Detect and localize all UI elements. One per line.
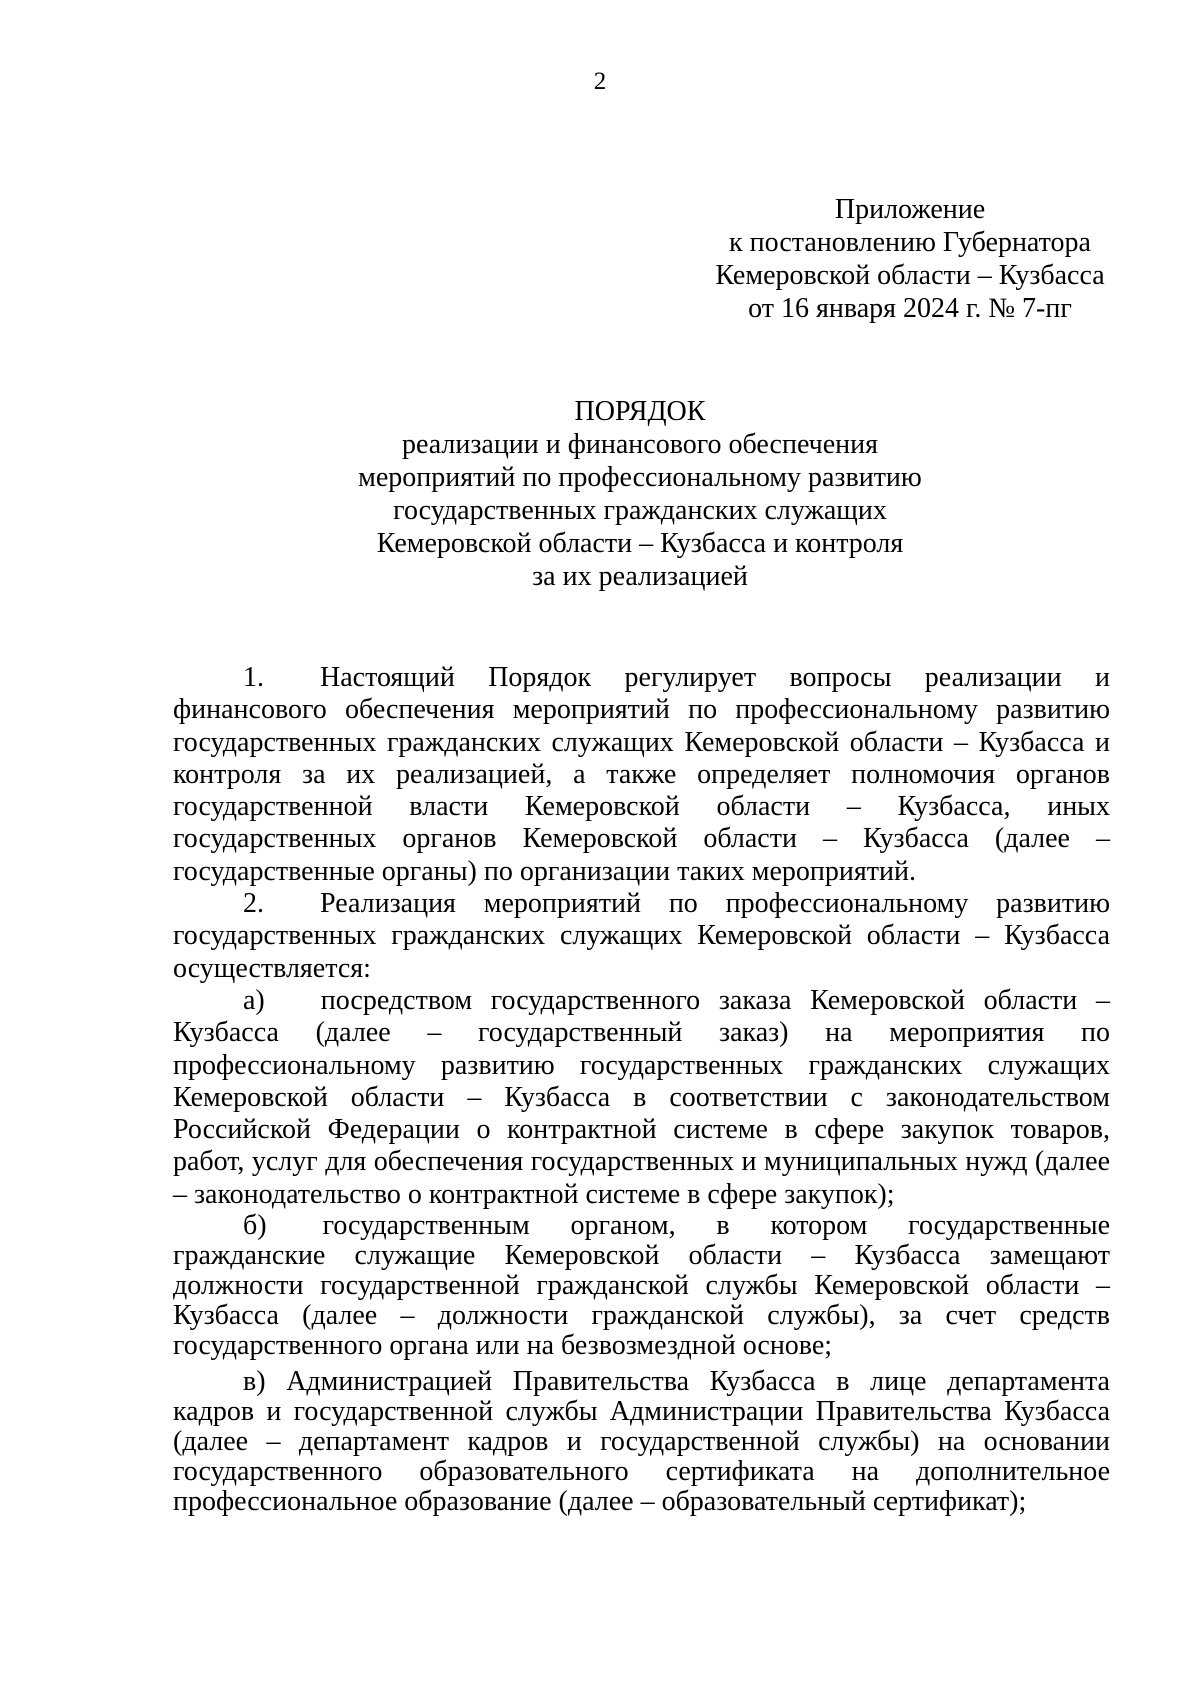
title-line: Кемеровской области – Кузбасса и контроля	[376, 528, 904, 559]
title-heading: ПОРЯДОК	[574, 396, 706, 427]
title-line: мероприятий по профессиональному развитию	[358, 462, 922, 493]
title-line: реализации и финансового обеспечения	[401, 429, 879, 460]
appendix-line: от 16 января 2024 г. № 7-пг	[748, 293, 1072, 324]
appendix-block	[705, 193, 1115, 325]
paragraph-2c: в) Администрацией Правительства Кузбасса в лице департамента кадров и государственной службы Администрации Правительства Кузбасса (далее – департамент кадров и государственной службы) на основании государственного образовательного сертификата на дополнительное профессиональное образование (далее – образовательный сертификат);	[173, 1366, 1110, 1518]
paragraph-1: 1. Настоящий Порядок регулирует вопросы реализации и финансового обеспечения мероприятий по профессиональному развитию государственных гражданских служащих Кемеровской области – Кузбасса и контроля за их реализацией, а также определяет полномочия органов государственной власти Кемеровской области – Кузбасса, иных государственных органов Кемеровской области – Кузбасса (далее – государственные органы) по организации таких мероприятий.	[173, 662, 1110, 887]
paragraph-2b: б) государственным органом, в котором государственные гражданские служащие Кемеровской области – Кузбасса замещают должности государственной гражданской службы Кемеровской области – Кузбасса (далее – должности гражданской службы), за счет средств государственного органа или на безвозмездной основе;	[173, 1210, 1110, 1362]
page-number: 2	[593, 68, 607, 95]
appendix-line: Приложение	[834, 194, 986, 225]
appendix-line: Кемеровской области – Кузбасса	[715, 260, 1105, 291]
paragraph-2a: а) посредством государственного заказа Кемеровской области – Кузбасса (далее – государственный заказ) на мероприятия по профессиональному развитию государственных гражданских служащих Кемеровской области – Кузбасса в соответствии с законодательством Российской Федерации о контрактной системе в сфере закупок товаров, работ, услуг для обеспечения государственных и муниципальных нужд (далее – законодательство о контрактной системе в сфере закупок);	[173, 984, 1110, 1210]
paragraph-2: 2. Реализация мероприятий по профессиональному развитию государственных гражданских служащих Кемеровской области – Кузбасса осуществляется:	[173, 888, 1110, 984]
document-body	[173, 662, 1110, 1517]
appendix-line: к постановлению Губернатора	[729, 227, 1091, 258]
title-line: государственных гражданских служащих	[393, 495, 887, 526]
document-title	[240, 395, 1040, 593]
title-line: за их реализацией	[532, 561, 748, 592]
